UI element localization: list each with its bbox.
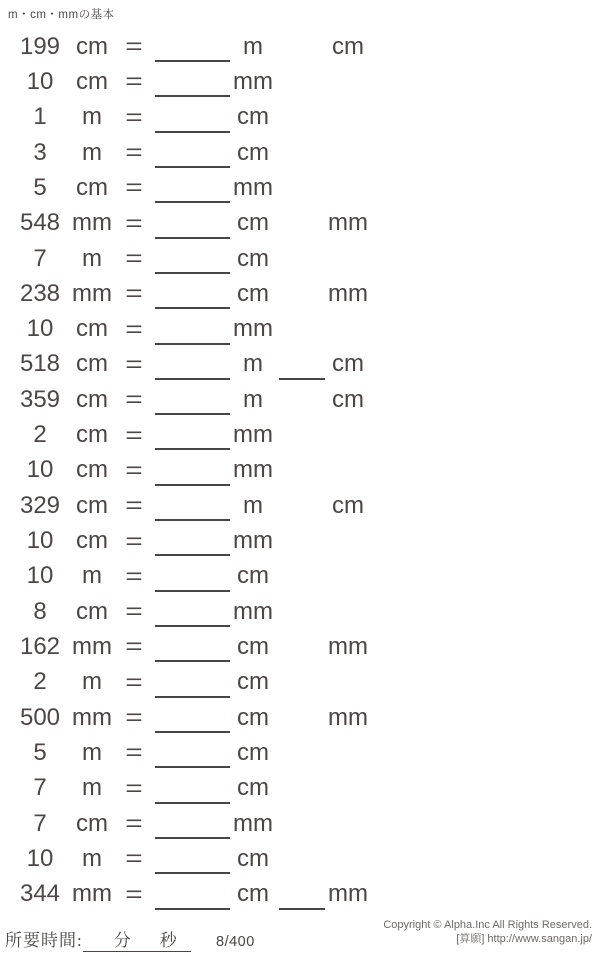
answer-blank-line xyxy=(155,696,230,698)
equals-sign: = xyxy=(125,633,143,660)
problem-row xyxy=(0,241,600,276)
answer-blank-line xyxy=(155,484,230,486)
answer-unit-secondary: cm xyxy=(332,385,364,413)
problem-row xyxy=(0,347,600,382)
answer-unit-primary: cm xyxy=(237,209,269,237)
answer-blank-line-secondary xyxy=(279,378,325,380)
problem-value: 2 xyxy=(33,421,47,449)
problem-value: 5 xyxy=(33,738,47,766)
answer-unit-secondary: mm xyxy=(328,279,368,307)
answer-unit-primary: mm xyxy=(233,67,273,95)
answer-unit-primary: mm xyxy=(233,597,273,625)
equals-sign: = xyxy=(125,810,143,837)
answer-unit-secondary: mm xyxy=(328,703,368,731)
problem-value: 10 xyxy=(26,456,54,484)
equals-sign: = xyxy=(125,350,143,377)
problem-source-unit: cm xyxy=(76,809,108,837)
problem-value: 10 xyxy=(26,844,54,872)
problem-row xyxy=(0,665,600,700)
equals-sign: = xyxy=(125,492,143,519)
problem-value: 10 xyxy=(26,527,54,555)
problem-source-unit: cm xyxy=(76,456,108,484)
problem-value: 548 xyxy=(19,209,61,237)
problem-row xyxy=(0,735,600,770)
problem-row xyxy=(0,135,600,170)
problem-value: 344 xyxy=(19,880,61,908)
problem-row xyxy=(0,594,600,629)
answer-unit-primary: m xyxy=(243,350,263,378)
problem-value: 359 xyxy=(19,385,61,413)
answer-unit-secondary: cm xyxy=(332,491,364,519)
equals-sign: = xyxy=(125,774,143,801)
answer-blank-line xyxy=(155,378,230,380)
problem-row xyxy=(0,700,600,735)
problem-row xyxy=(0,206,600,241)
problem-value: 10 xyxy=(26,315,54,343)
answer-unit-primary: m xyxy=(243,32,263,60)
time-required-section xyxy=(5,930,191,952)
problem-source-unit: m xyxy=(82,844,102,872)
answer-unit-primary: mm xyxy=(233,527,273,555)
equals-sign: = xyxy=(125,386,143,413)
equals-sign: = xyxy=(125,139,143,166)
answer-unit-secondary: cm xyxy=(332,32,364,60)
problem-value: 10 xyxy=(26,562,54,590)
problem-value: 10 xyxy=(26,67,54,95)
answer-unit-primary: cm xyxy=(237,279,269,307)
problem-row xyxy=(0,382,600,417)
problem-row xyxy=(0,29,600,64)
answer-blank-line xyxy=(155,766,230,768)
answer-unit-primary: mm xyxy=(233,809,273,837)
problem-source-unit: cm xyxy=(76,315,108,343)
equals-sign: = xyxy=(125,598,143,625)
problem-value: 518 xyxy=(19,350,61,378)
equals-sign: = xyxy=(125,68,143,95)
problem-row xyxy=(0,64,600,99)
problem-row xyxy=(0,170,600,205)
problem-value: 238 xyxy=(19,279,61,307)
problem-row xyxy=(0,276,600,311)
answer-unit-primary: cm xyxy=(237,103,269,131)
problem-source-unit: cm xyxy=(76,597,108,625)
problem-source-unit: m xyxy=(82,668,102,696)
problem-source-unit: cm xyxy=(76,350,108,378)
answer-blank-line xyxy=(155,625,230,627)
problem-source-unit: m xyxy=(82,738,102,766)
seconds-label: 秒 xyxy=(159,931,178,950)
problem-source-unit: mm xyxy=(72,209,112,237)
answer-blank-line xyxy=(155,307,230,309)
problem-row xyxy=(0,417,600,452)
problem-value: 162 xyxy=(19,632,61,660)
answer-unit-primary: cm xyxy=(237,844,269,872)
equals-sign: = xyxy=(125,245,143,272)
equals-sign: = xyxy=(125,280,143,307)
site-credit: [算願] http://www.sangan.jp/ xyxy=(456,933,592,945)
equals-sign: = xyxy=(125,209,143,236)
answer-blank-line xyxy=(155,237,230,239)
problem-list xyxy=(0,29,600,912)
answer-blank-line xyxy=(155,872,230,874)
minutes-label: 分 xyxy=(113,931,132,950)
problem-source-unit: cm xyxy=(76,173,108,201)
equals-sign: = xyxy=(125,174,143,201)
problem-row xyxy=(0,312,600,347)
problem-source-unit: m xyxy=(82,562,102,590)
problem-source-unit: m xyxy=(82,138,102,166)
answer-blank-line xyxy=(155,95,230,97)
equals-sign: = xyxy=(125,103,143,130)
problem-row xyxy=(0,559,600,594)
equals-sign: = xyxy=(125,456,143,483)
equals-sign: = xyxy=(125,527,143,554)
answer-blank-line xyxy=(155,802,230,804)
equals-sign: = xyxy=(125,845,143,872)
problem-value: 7 xyxy=(33,774,47,802)
answer-blank-line xyxy=(155,519,230,521)
answer-blank-line xyxy=(155,343,230,345)
copyright-line: Copyright © Alpha.Inc All Rights Reserved. xyxy=(383,919,592,931)
answer-blank-line xyxy=(155,837,230,839)
problem-source-unit: cm xyxy=(76,385,108,413)
problem-row xyxy=(0,841,600,876)
answer-unit-primary: mm xyxy=(233,456,273,484)
time-required-label: 所要時間: xyxy=(5,931,83,950)
answer-unit-primary: cm xyxy=(237,562,269,590)
problem-row xyxy=(0,771,600,806)
answer-blank-line xyxy=(155,60,230,62)
problem-value: 329 xyxy=(19,491,61,519)
equals-sign: = xyxy=(125,33,143,60)
problem-source-unit: mm xyxy=(72,632,112,660)
problem-value: 500 xyxy=(19,703,61,731)
answer-unit-primary: cm xyxy=(237,244,269,272)
equals-sign: = xyxy=(125,739,143,766)
answer-unit-secondary: cm xyxy=(332,350,364,378)
answer-unit-primary: cm xyxy=(237,703,269,731)
worksheet-title: m・cm・mmの基本 xyxy=(8,9,115,21)
problem-value: 7 xyxy=(33,244,47,272)
answer-unit-primary: cm xyxy=(237,774,269,802)
answer-blank-line-secondary xyxy=(279,908,325,910)
answer-unit-primary: cm xyxy=(237,668,269,696)
answer-unit-secondary: mm xyxy=(328,209,368,237)
problem-source-unit: m xyxy=(82,244,102,272)
problem-value: 8 xyxy=(33,597,47,625)
problem-row xyxy=(0,877,600,912)
answer-unit-primary: cm xyxy=(237,632,269,660)
problem-value: 5 xyxy=(33,173,47,201)
answer-unit-primary: mm xyxy=(233,173,273,201)
answer-unit-primary: mm xyxy=(233,315,273,343)
answer-blank-line xyxy=(155,201,230,203)
problem-source-unit: m xyxy=(82,103,102,131)
problem-source-unit: cm xyxy=(76,421,108,449)
answer-unit-primary: m xyxy=(243,385,263,413)
problem-row xyxy=(0,806,600,841)
problem-value: 2 xyxy=(33,668,47,696)
problem-value: 3 xyxy=(33,138,47,166)
answer-blank-line xyxy=(155,731,230,733)
problem-value: 199 xyxy=(19,32,61,60)
problem-row xyxy=(0,453,600,488)
problem-row xyxy=(0,488,600,523)
problem-source-unit: mm xyxy=(72,703,112,731)
answer-unit-primary: mm xyxy=(233,421,273,449)
problem-source-unit: mm xyxy=(72,880,112,908)
problem-source-unit: m xyxy=(82,774,102,802)
answer-blank-line xyxy=(155,448,230,450)
answer-blank-line xyxy=(155,554,230,556)
answer-blank-line xyxy=(155,590,230,592)
problem-source-unit: cm xyxy=(76,67,108,95)
copyright-block xyxy=(383,918,592,946)
answer-blank-line xyxy=(155,166,230,168)
equals-sign: = xyxy=(125,880,143,907)
answer-blank-line xyxy=(155,660,230,662)
answer-unit-primary: m xyxy=(243,491,263,519)
answer-blank-line xyxy=(155,131,230,133)
problem-source-unit: cm xyxy=(76,32,108,60)
answer-unit-primary: cm xyxy=(237,738,269,766)
problem-row xyxy=(0,100,600,135)
problem-source-unit: cm xyxy=(76,527,108,555)
time-blank-line xyxy=(83,930,191,952)
problem-source-unit: mm xyxy=(72,279,112,307)
equals-sign: = xyxy=(125,421,143,448)
answer-unit-secondary: mm xyxy=(328,880,368,908)
answer-blank-line xyxy=(155,908,230,910)
equals-sign: = xyxy=(125,668,143,695)
page-number: 8/400 xyxy=(216,934,255,950)
problem-row xyxy=(0,629,600,664)
equals-sign: = xyxy=(125,704,143,731)
answer-blank-line xyxy=(155,413,230,415)
equals-sign: = xyxy=(125,562,143,589)
problem-row xyxy=(0,523,600,558)
equals-sign: = xyxy=(125,315,143,342)
problem-value: 7 xyxy=(33,809,47,837)
problem-source-unit: cm xyxy=(76,491,108,519)
answer-unit-primary: cm xyxy=(237,138,269,166)
problem-value: 1 xyxy=(33,103,47,131)
answer-unit-primary: cm xyxy=(237,880,269,908)
answer-unit-secondary: mm xyxy=(328,632,368,660)
answer-blank-line xyxy=(155,272,230,274)
